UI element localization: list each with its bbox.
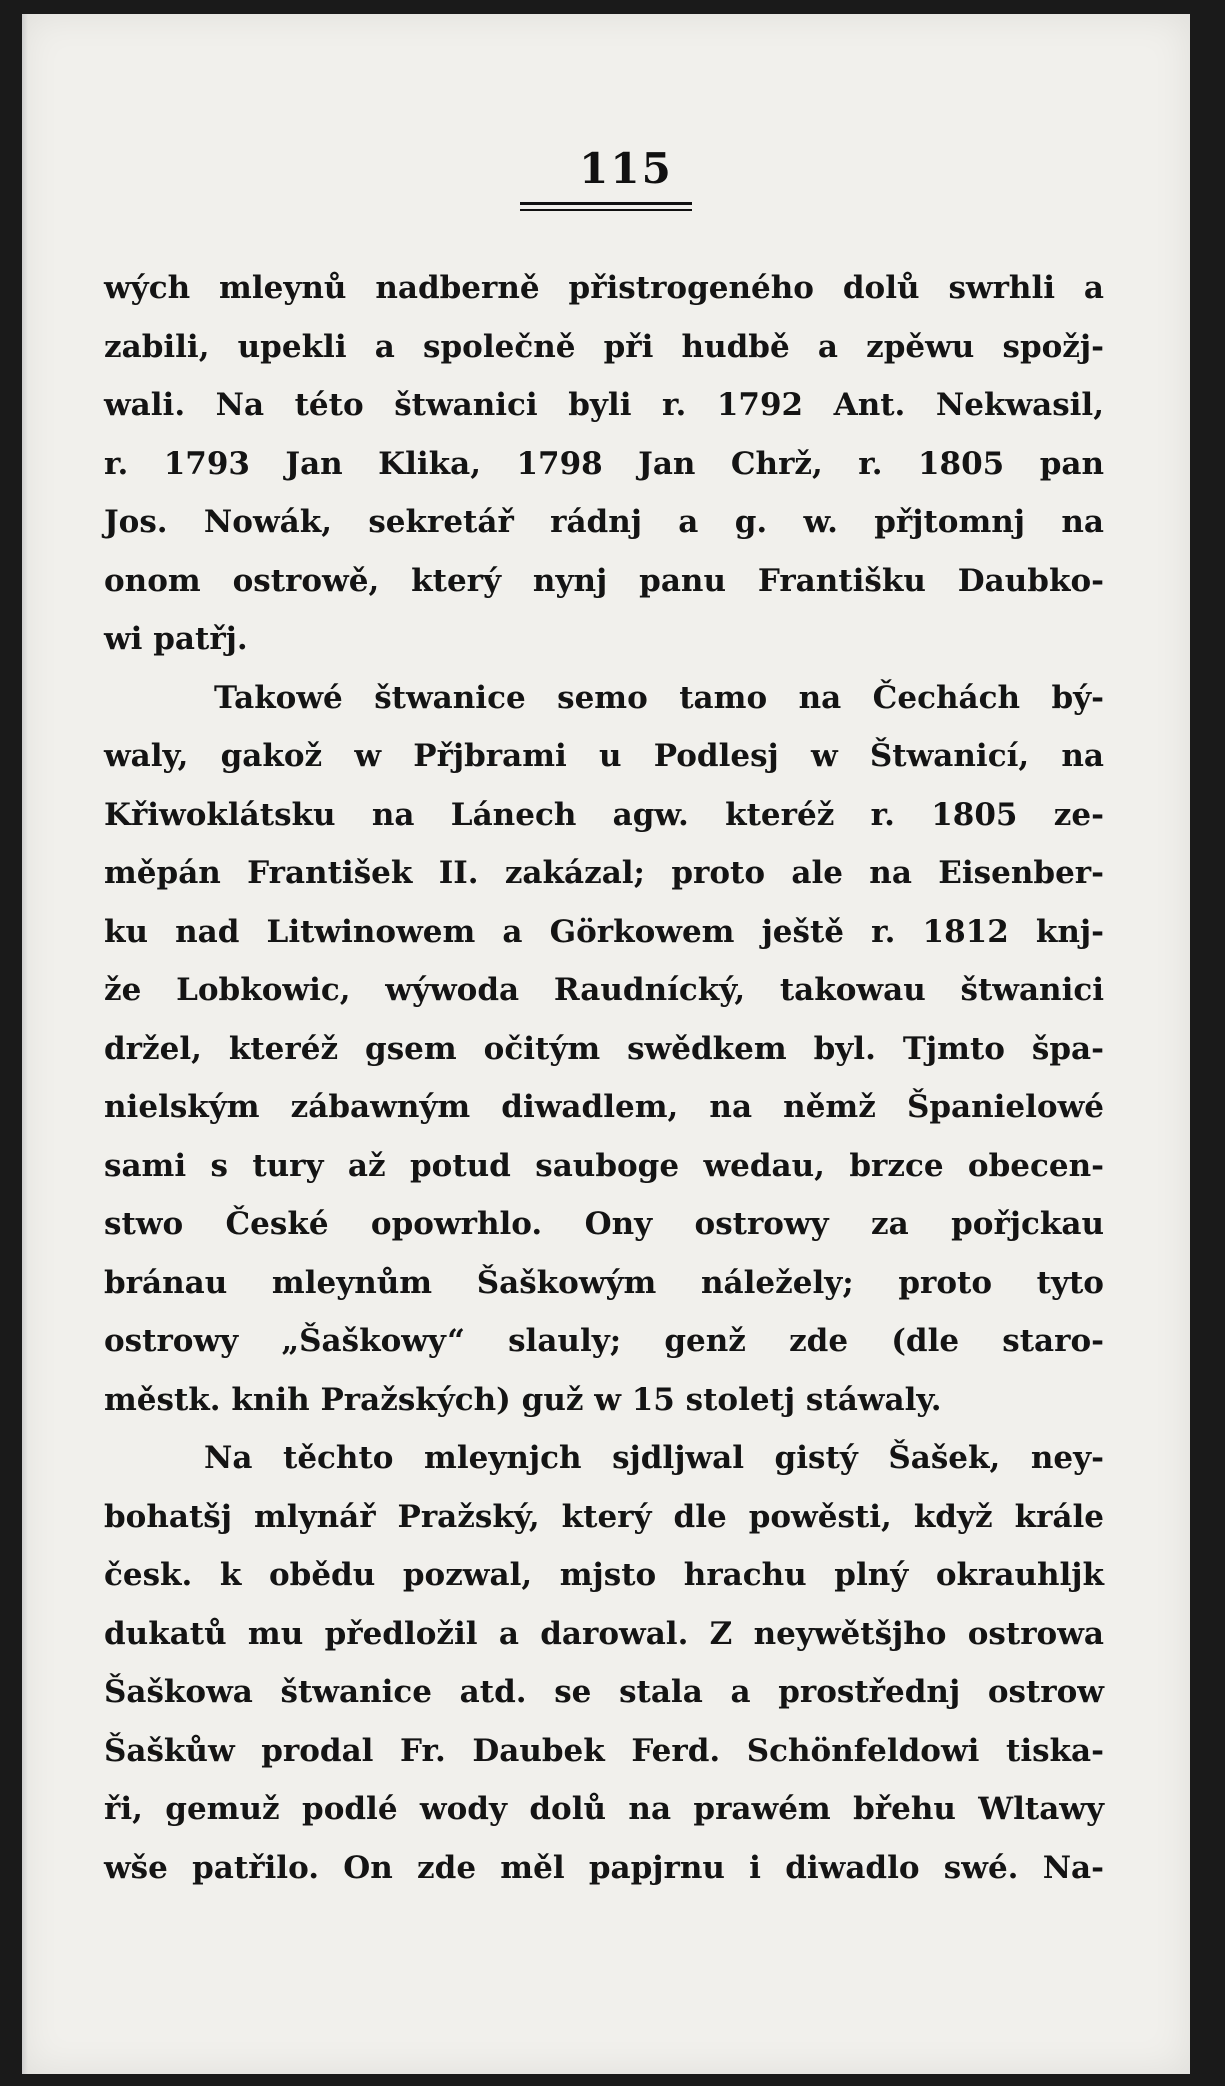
text-line: městk. knih Pražských) guž w 15 stoletj stáwaly. bbox=[104, 1381, 942, 1418]
text-line: stwo České opowrhlo. Ony ostrowy za pořjckau bbox=[104, 1206, 1104, 1242]
text-line: Šaškůw prodal Fr. Daubek Ferd. Schönfeldowi tiska- bbox=[104, 1732, 1104, 1769]
text-line: waly, gakož w Přjbrami u Podlesj w Štwanicí, na bbox=[104, 738, 1104, 774]
text-line: r. 1793 Jan Klika, 1798 Jan Chrž, r. 1805 pan bbox=[104, 445, 1104, 482]
text-line: wi patřj. bbox=[104, 621, 248, 657]
text-line: Křiwoklátsku na Lánech agw. kteréž r. 1805 ze- bbox=[104, 796, 1104, 833]
text-line: Takowé štwanice semo tamo na Čechách bý- bbox=[214, 679, 1104, 716]
text-line: wali. Na této štwanici byli r. 1792 Ant. Nekwasil, bbox=[104, 387, 1104, 423]
text-line: Jos. Nowák, sekretář rádnj a g. w. přjtomnj na bbox=[104, 504, 1104, 540]
text-line: bránau mleynům Šaškowým náležely; proto tyto bbox=[104, 1264, 1104, 1301]
header-double-rule bbox=[520, 202, 692, 211]
text-line: wých mleynů nadberně přistrogeného dolů swrhli a bbox=[104, 270, 1104, 306]
body-text bbox=[104, 259, 1104, 1897]
text-line: Šaškowa štwanice atd. se stala a prostřednj ostrow bbox=[104, 1674, 1104, 1710]
text-line: onom ostrowě, který nynj panu Františku Daubko- bbox=[104, 562, 1104, 599]
text-line: ři, gemuž podlé wody dolů na prawém břehu Wltawy bbox=[104, 1791, 1104, 1827]
text-line: sami s tury až potud sauboge wedau, brzce obecen- bbox=[104, 1147, 1104, 1184]
text-line: ku nad Litwinowem a Görkowem ještě r. 1812 knj- bbox=[104, 913, 1104, 950]
page-number: 115 bbox=[579, 144, 673, 193]
text-line: měpán František II. zakázal; proto ale na Eisenber- bbox=[104, 855, 1104, 891]
text-line: ostrowy „Šaškowy“ slauly; genž zde (dle staro- bbox=[104, 1323, 1104, 1359]
text-line: že Lobkowic, wýwoda Raudnícký, takowau štwanici bbox=[104, 972, 1104, 1008]
text-line: Na těchto mleynjch sjdljwal gistý Šašek, ney- bbox=[204, 1440, 1104, 1476]
text-line: držel, kteréž gsem očitým swědkem byl. Tjmto špa- bbox=[104, 1030, 1104, 1067]
text-line: česk. k obědu pozwal, mjsto hrachu plný okrauhljk bbox=[104, 1557, 1104, 1593]
book-page bbox=[22, 14, 1190, 2074]
text-line: bohatšj mlynář Pražský, který dle powěsti, když krále bbox=[104, 1498, 1104, 1535]
text-line: zabili, upekli a společně při hudbě a zpěwu spožj- bbox=[104, 328, 1104, 365]
page-header bbox=[22, 144, 1190, 193]
text-line: dukatů mu předložil a darowal. Z neywětšjho ostrowa bbox=[104, 1615, 1104, 1652]
text-line: wše patřilo. On zde měl papjrnu i diwadlo swé. Na- bbox=[104, 1849, 1104, 1886]
text-line: nielským zábawným diwadlem, na němž Španielowé bbox=[104, 1089, 1104, 1125]
